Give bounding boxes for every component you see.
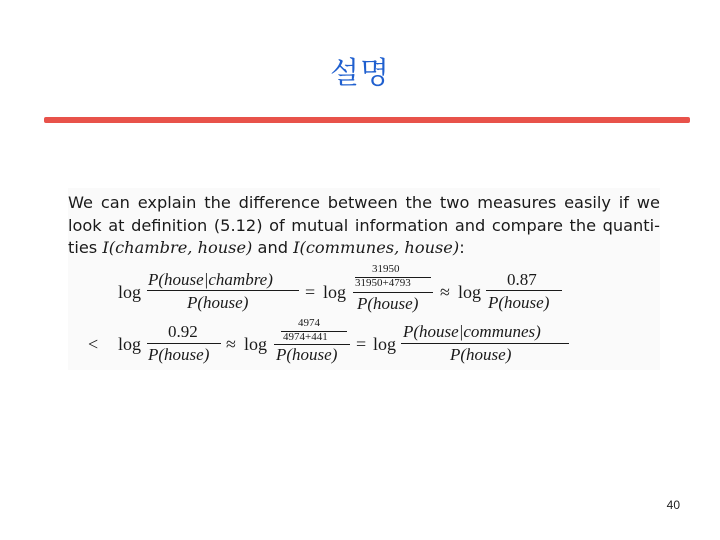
eq2-equals: = [356,334,367,354]
eq2-frac-c-bar [401,343,569,344]
eq1-frac-b-bar [353,292,433,293]
textbook-excerpt [68,188,660,370]
colon: : [459,238,465,257]
eq1-inner-denominator: 31950+4793 [355,277,411,289]
eq2-frac-a-numerator: 0.92 [168,322,198,341]
paragraph-line-3 [68,237,660,260]
eq2-inner-numerator: 4974 [298,317,320,329]
eq1-log-b: log [323,282,347,302]
term-chambre-house: I(chambre, house) [102,238,253,257]
paragraph-line-2: look at definition (5.12) of mutual information and compare the quanti- [68,215,660,235]
title-divider [44,117,690,123]
slide-title: 설명 [330,56,390,91]
eq2-frac-b-denominator: P(house) [276,345,338,364]
eq1-log-c: log [458,282,482,302]
eq1-approx: ≈ [440,282,450,302]
eq1-equals: = [305,282,316,302]
eq2-frac-a-denominator: P(house) [148,345,210,364]
eq2-log-b: log [244,334,268,354]
paragraph-line-1: We can explain the difference between the two measures easily if we [68,193,660,212]
eq1-frac-a-numerator: P(house|chambre) [148,270,273,289]
eq2-frac-c-numerator: P(house|communes) [403,322,541,341]
eq2-less-than: < [88,334,99,354]
and-word: and [257,238,288,257]
eq1-frac-b-denominator: P(house) [357,294,419,313]
excerpt-paragraph [68,192,660,260]
eq2-log-a: log [118,334,142,354]
eq1-inner-numerator: 31950 [372,263,400,275]
eq1-log-a: log [118,282,142,302]
eq2-log-c: log [373,334,397,354]
eq1-frac-c-numerator: 0.87 [507,270,537,289]
term-communes-house: I(communes, house) [293,238,460,257]
eq1-frac-c-denominator: P(house) [488,293,550,312]
paragraph-line-3-start: ties [68,238,103,257]
page-number: 40 [666,498,680,512]
eq2-frac-c-denominator: P(house) [450,345,512,364]
eq2-frac-a-bar [147,343,221,344]
eq1-frac-a-bar [147,290,299,291]
eq1-frac-c-bar [486,290,562,291]
eq2-approx: ≈ [226,334,236,354]
eq1-frac-a-denominator: P(house) [187,293,249,312]
eq2-inner-denominator: 4974+441 [283,331,328,343]
